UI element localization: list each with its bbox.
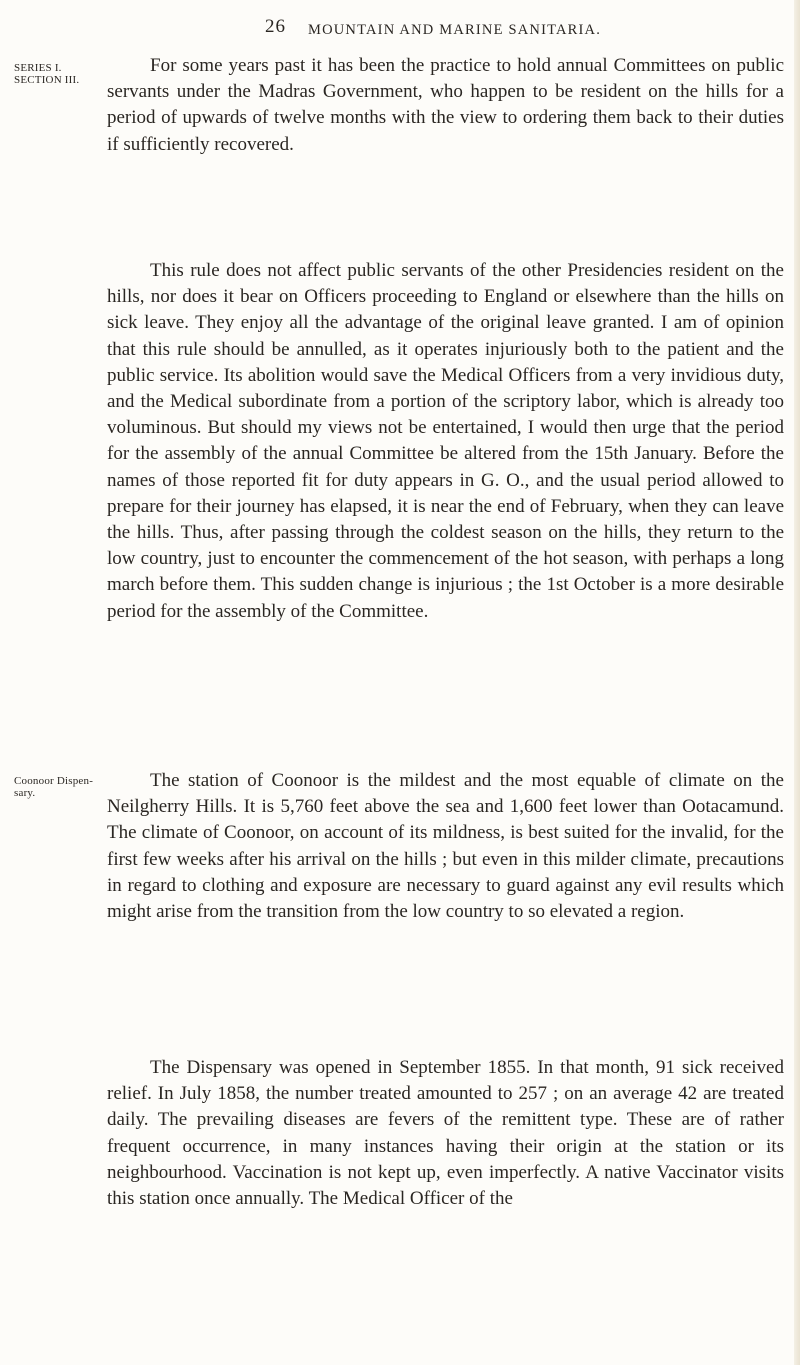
margin-note-series-line: SERIES I. xyxy=(14,62,62,74)
paragraph-text: This rule does not affect public servants of the other Presidencies resident on the hills, nor does it bear on Officers proceeding to England or elsewhere than the hills on sick leave. They enjoy all the advantage of the original leave granted. I am of opinion that this rule should be annulled, as it operates injuriously both to the patient and the public service. Its abolition would save the Medical Officers from a very invidious duty, and the Medical subordinate from a portion of the scriptory labor, which is already too voluminous. But should my views not be entertained, I would then urge that the period for the assembly of the annual Committee be altered from the 15th January. Before the names of those reported fit for duty appears in G. O., and the usual period allowed to prepare for their journey has elapsed, it is near the end of February, when they can leave the hills. Thus, after passing through the coldest season on the hills, they return to the low country, just to encounter the commencement of the hot season, with perhaps a long march before them. This sudden change is injurious ; the 1st October is a more desirable period for the assembly of the Committee. xyxy=(107,260,784,622)
paragraph-dispensary xyxy=(107,1055,784,1212)
running-head: MOUNTAIN AND MARINE SANITARIA. xyxy=(308,22,602,38)
margin-note-series xyxy=(14,62,84,86)
paragraph-text: For some years past it has been the practice to hold annual Committees on public servants under the Madras Government, who happen to be resident on the hills for a period of upwards of twelve months with the view to ordering them back to their duties if sufficiently recovered. xyxy=(107,55,784,155)
margin-note-coonoor-line-2: sary. xyxy=(14,787,36,799)
margin-note-coonoor xyxy=(14,775,99,799)
paragraph-rule xyxy=(107,258,784,625)
page-number: 26 xyxy=(265,16,286,37)
paragraph-text: The Dispensary was opened in September 1855. In that month, 91 sick received relief. In July 1858, the number treated amounted to 257 ; on an average 42 are treated daily. The prevailing diseases are fevers of the remittent type. These are of rather frequent occurrence, in many instances having their origin at the station or its neighbourhood. Vaccination is not kept up, even imperfectly. A native Vaccinator visits this station once annually. The Medical Officer of the xyxy=(107,1057,784,1210)
page-edge xyxy=(794,0,800,1365)
paragraph-text: The station of Coonoor is the mildest and the most equable of climate on the Neilgherry Hills. It is 5,760 feet above the sea and 1,600 feet lower than Ootacamund. The climate of Coonoor, on account of its mildness, is best suited for the invalid, for the first few weeks after his arrival on the hills ; but even in this milder climate, precautions in regard to clothing and exposure are necessary to guard against any evil results which might arise from the transition from the low country to so elevated a region. xyxy=(107,770,784,923)
paragraph-committees xyxy=(107,53,784,158)
margin-note-coonoor-line: Coonoor Dispen- xyxy=(14,775,94,787)
paragraph-coonoor-station xyxy=(107,768,784,925)
page-header xyxy=(0,6,800,46)
margin-note-section-line: SECTION III. xyxy=(14,74,80,86)
